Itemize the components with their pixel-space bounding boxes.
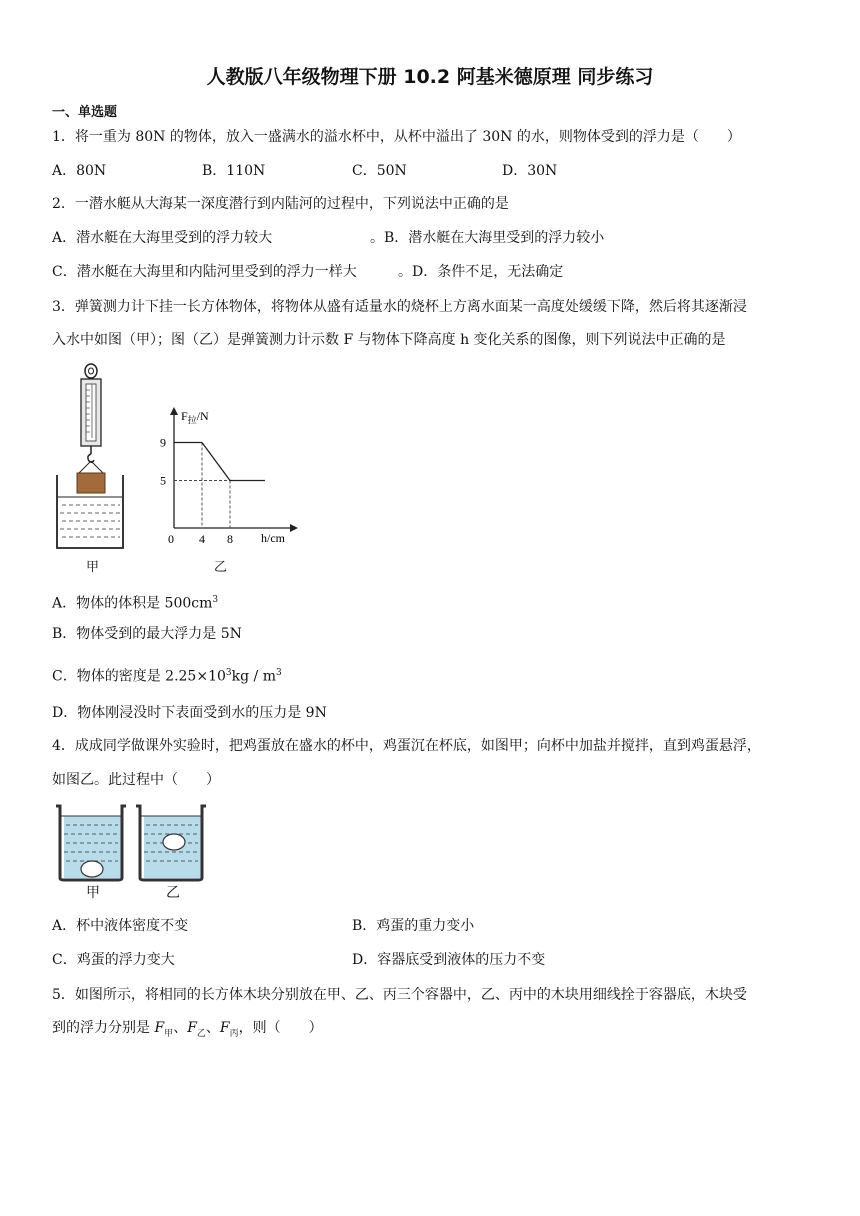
q3-option-a: A．物体的体积是 $500cm^3$	[52, 595, 219, 612]
x-axis-label: h/cm	[261, 531, 285, 545]
egg-beakers-figure	[50, 800, 210, 900]
section-heading: 一、单选题	[52, 105, 118, 120]
egg-sunk	[81, 861, 103, 877]
q3-figure-label-yi: 乙	[214, 560, 228, 575]
beaker-jia	[56, 806, 126, 880]
y-tick-label: 9	[160, 435, 166, 450]
page-title: 人教版八年级物理下册 10.2 阿基米德原理 同步练习	[206, 66, 654, 88]
beaker-yi	[136, 806, 206, 880]
q4-figure-label-jia: 甲	[86, 885, 100, 901]
q4-stem-line1: 4．成成同学做课外实验时，把鸡蛋放在盛水的杯中，鸡蛋沉在杯底，如图甲；向杯中加盐并搅拌，直到鸡蛋悬浮，	[52, 738, 761, 754]
q4-figure-label-yi: 乙	[166, 885, 180, 901]
q1-option-d: D．30N	[502, 163, 558, 179]
y-axis-arrow	[170, 407, 178, 415]
x-axis-arrow	[290, 524, 298, 532]
x-tick-label: 8	[227, 532, 233, 546]
q3-stem-line2: 入水中如图（甲）；图（乙）是弹簧测力计示数 F 与物体下降高度 h 变化关系的图像，则下列说法中正确的是	[52, 332, 726, 348]
spring-scale-beaker-figure	[50, 360, 140, 580]
q4-option-d: D．容器底受到液体的压力不变	[352, 952, 546, 968]
q3-option-b: B．物体受到的最大浮力是 5N	[52, 626, 242, 642]
q2-option-b: 。B．潜水艇在大海里受到的浮力较小	[370, 230, 605, 246]
x-tick-label: 0	[168, 532, 174, 546]
q3-option-d: D．物体刚浸没时下表面受到水的压力是 9N	[52, 705, 327, 721]
q4-option-b: B．鸡蛋的重力变小	[352, 918, 475, 934]
y-axis-label: $F_拉/N$	[181, 409, 209, 425]
q3-figure-label-jia: 甲	[86, 560, 100, 575]
q1-option-a: A．80N	[52, 163, 107, 179]
q1-option-b: B．110N	[202, 163, 266, 179]
q1-stem: 1．将一重为 80N 的物体，放入一盛满水的溢水杯中，从杯中溢出了 30N 的水，则物体受到的浮力是（ ）	[52, 129, 741, 145]
x-tick-label: 4	[199, 532, 205, 546]
q2-option-a: A．潜水艇在大海里受到的浮力较大	[52, 230, 273, 246]
q2-option-d: 。D．条件不足，无法确定	[398, 264, 564, 280]
series-segment	[202, 443, 230, 481]
q5-stem-line1: 5．如图所示，将相同的长方体木块分别放在甲、乙、丙三个容器中，乙、丙中的木块用细线拴于容器底，木块受	[52, 987, 747, 1003]
q4-stem-line2: 如图乙。此过程中（ ）	[52, 772, 220, 788]
egg-suspended	[163, 834, 185, 850]
q3-stem-line1: 3．弹簧测力计下挂一长方体物体，将物体从盛有适量水的烧杯上方离水面某一高度处缓缓下降，然后将其逐渐浸	[52, 299, 747, 315]
q2-option-c: C．潜水艇在大海里和内陆河里受到的浮力一样大	[52, 264, 357, 280]
q4-option-a: A．杯中液体密度不变	[52, 918, 189, 934]
q2-stem: 2．一潜水艇从大海某一深度潜行到内陆河的过程中，下列说法中正确的是	[52, 196, 509, 212]
q3-option-c: C．物体的密度是 $2.25\times 10^3kg / m^3$	[52, 668, 282, 685]
q4-option-c: C．鸡蛋的浮力变大	[52, 952, 175, 968]
q5-stem-line2: 到的浮力分别是 $F_甲$、$F_乙$、$F_丙$，则（ ）	[52, 1020, 323, 1039]
y-tick-label: 5	[160, 473, 166, 488]
force-height-chart	[150, 395, 310, 555]
q1-option-c: C．50N	[352, 163, 407, 179]
